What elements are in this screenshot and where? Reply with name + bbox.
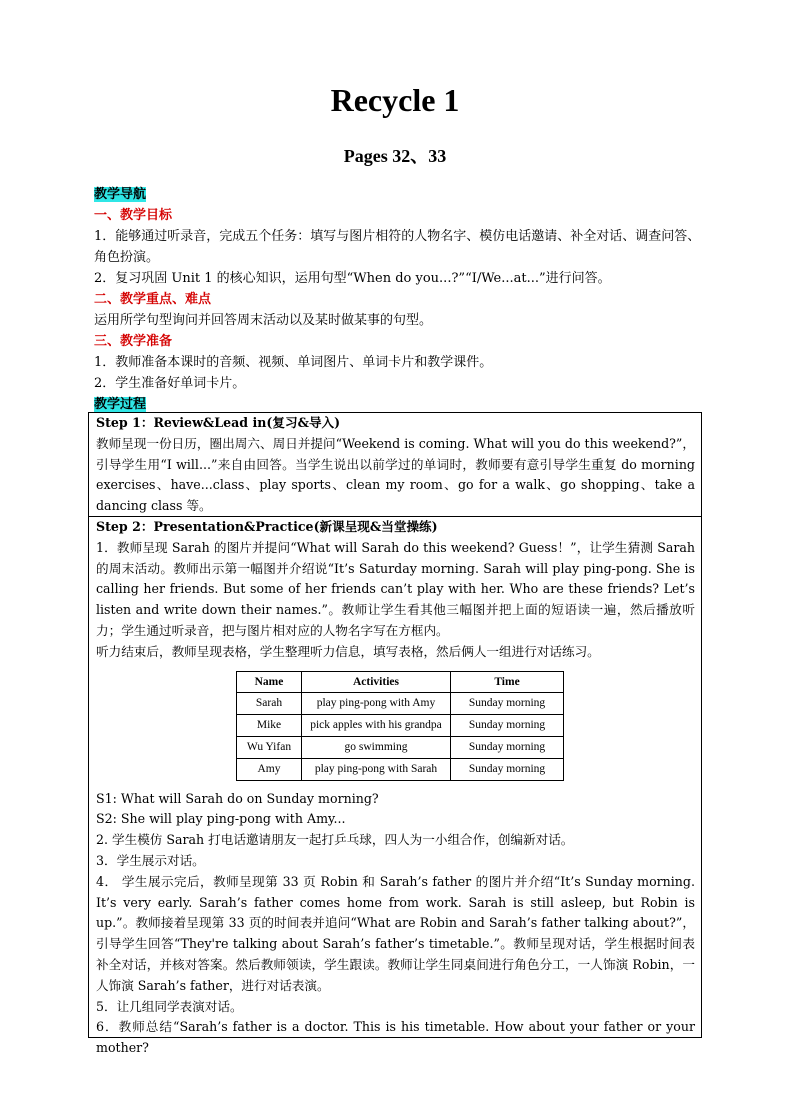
table-cell: play ping-pong with Amy [302, 693, 451, 715]
table-row [237, 736, 564, 758]
objectives-title: 一、教学目标 [94, 208, 173, 223]
table-row [237, 758, 564, 780]
table-row [237, 693, 564, 715]
page-title: Recycle 1 [330, 82, 460, 118]
step-1-text: 教师呈现一份日历，圈出周六、周日并提问“Weekend is coming. What will you do this weekend?”，引导学生用“I will...”来自由回答。当学生说出以前学过的单词时，教师要有意引导学生重复 do morning exercises、have...class、play sports、clean my room、go for a walk、go shopping、take a dancing class 等。 [96, 435, 695, 514]
step-2-paragraph: 2. 学生模仿 Sarah 打电话邀请朋友一起打乒乓球，四人为一小组合作，创编新对话。 [96, 832, 574, 848]
step-1 [89, 413, 701, 517]
step-2-paragraph: 听力结束后，教师呈现表格，学生整理听力信息，填写表格，然后俩人一组进行对话练习。 [96, 643, 600, 659]
column-header: Activities [302, 671, 451, 693]
table-cell: Amy [237, 758, 302, 780]
step-2-paragraph: 1．教师呈现 Sarah 的图片并提问“What will Sarah do this weekend? Guess！”，让学生猜测 Sarah 的周末活动。教师出示第一幅图并介绍说“It’s Saturday morning. Sarah will play ping-pong. She is calling her friends. But some of her friends can’t play with her. Who are these friends? Let’s listen and write down their names.”。教师让学生看其他三幅图并把上面的短语读一遍，然后播放听力；学生通过听录音，把与图片相对应的人物名字写在方框内。 [96, 539, 695, 638]
table-cell: go swimming [302, 736, 451, 758]
table-row [237, 715, 564, 737]
column-header: Name [237, 671, 302, 693]
objective-item: 1．能够通过听录音，完成五个任务：填写与图片相符的人物名字、模仿电话邀请、补全对话、调查问答、角色扮演。 [94, 229, 701, 265]
step-2-heading: Step 2：Presentation&Practice(新课呈现&当堂操练) [96, 519, 438, 534]
step-2 [89, 517, 701, 1059]
key-points-text: 运用所学句型询问并回答周末活动以及某时做某事的句型。 [94, 313, 433, 328]
table-cell: Wu Yifan [237, 736, 302, 758]
table-header-row [237, 671, 564, 693]
table-cell: Sunday morning [451, 693, 564, 715]
preparation-title: 三、教学准备 [94, 334, 173, 349]
nav-heading: 教学导航 [94, 187, 147, 202]
activities-table [236, 671, 564, 781]
process-heading: 教学过程 [94, 397, 147, 412]
step-2-paragraph: 5．让几组同学表演对话。 [96, 998, 243, 1014]
table-cell: play ping-pong with Sarah [302, 758, 451, 780]
objective-item: 2．复习巩固 Unit 1 的核心知识，运用句型“When do you...?”“I/We...at...”进行问答。 [94, 271, 611, 286]
table-cell: pick apples with his grandpa [302, 715, 451, 737]
dialogue-line: S1: What will Sarah do on Sunday morning? [96, 790, 379, 806]
table-cell: Mike [237, 715, 302, 737]
table-cell: Sunday morning [451, 715, 564, 737]
table-cell: Sunday morning [451, 736, 564, 758]
teaching-process-box [88, 412, 702, 1056]
column-header: Time [451, 671, 564, 693]
step-2-paragraph: 6．教师总结“Sarah’s father is a doctor. This is his timetable. How about your father or your mother? [96, 1019, 695, 1056]
table-cell: Sarah [237, 693, 302, 715]
step-2-paragraph: 3．学生展示对话。 [96, 852, 205, 868]
step-2-paragraph: 4． 学生展示完后，教师呈现第 33 页 Robin 和 Sarah’s father 的图片并介绍“It’s Sunday morning. It’s very early. Sarah’s father comes home from work. Sarah is still asleep, but Robin is up.”。教师接着呈现第 33 页的时间表并追问“What are Robin and Sarah’s father talking about?”，引导学生回答“They're talking about Sarah’s father’s timetable.”。教师呈现对话，学生根据时间表补全对话，并核对答案。然后教师领读，学生跟读。教师让学生同桌间进行角色分工，一人饰演 Robin，一人饰演 Sarah’s father，进行对话表演。 [96, 873, 695, 993]
key-points-title: 二、教学重点、难点 [94, 292, 212, 307]
table-cell: Sunday morning [451, 758, 564, 780]
preparation-item: 1．教师准备本课时的音频、视频、单词图片、单词卡片和教学课件。 [94, 355, 493, 370]
step-1-heading: Step 1：Review&Lead in(复习&导入) [96, 415, 341, 430]
dialogue-line: S2: She will play ping-pong with Amy... [96, 811, 346, 827]
preparation-item: 2．学生准备好单词卡片。 [94, 376, 246, 391]
page-subtitle: Pages 32、33 [343, 146, 447, 166]
teaching-navigation [94, 184, 702, 415]
